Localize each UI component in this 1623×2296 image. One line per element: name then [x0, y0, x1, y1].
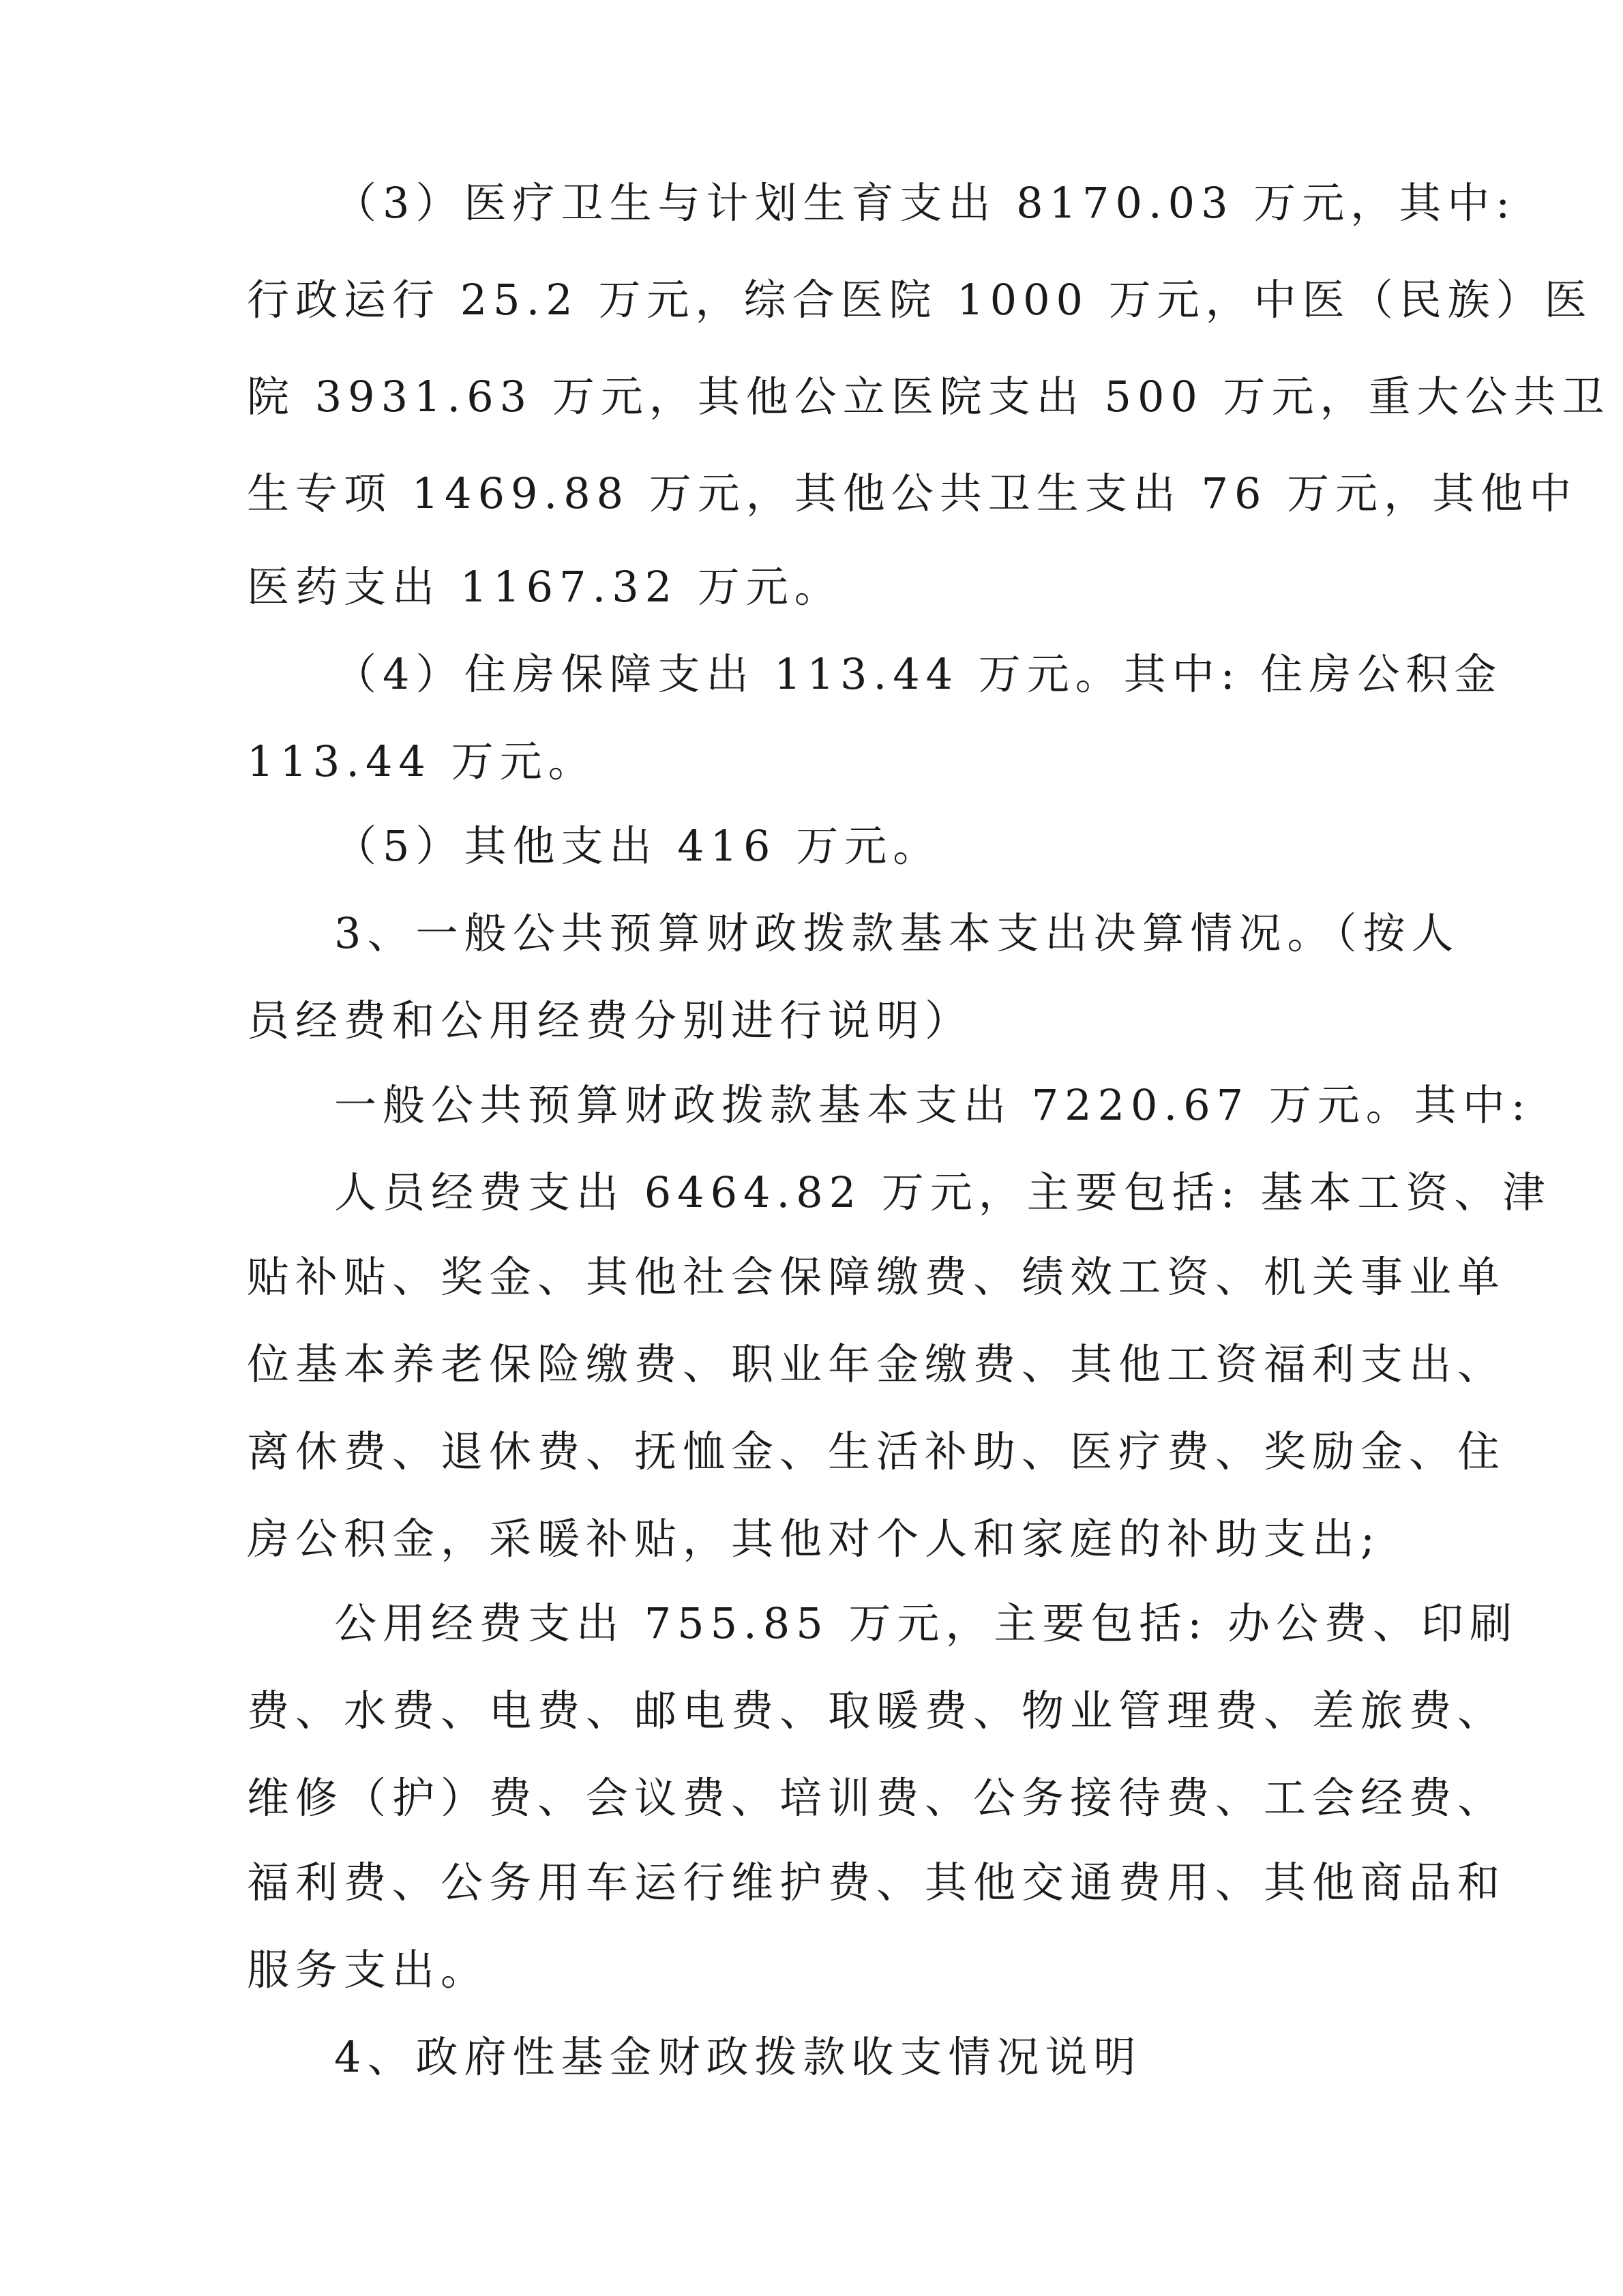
- text-line: 院 3931.63 万元，其他公立医院支出 500 万元，重大公共卫: [247, 372, 1611, 421]
- text-line: 福利费、公务用车运行维护费、其他交通费用、其他商品和: [247, 1858, 1506, 1907]
- text-line: 离休费、退休费、抚恤金、生活补助、医疗费、奖励金、住: [247, 1427, 1506, 1476]
- text-line: 服务支出。: [247, 1945, 490, 1995]
- text-line: （4）住房保障支出 113.44 万元。其中: 住房公积金: [334, 649, 1503, 699]
- text-line: 人员经费支出 6464.82 万元，主要包括: 基本工资、津: [334, 1167, 1551, 1217]
- text-line: （3）医疗卫生与计划生育支出 8170.03 万元，其中:: [334, 178, 1517, 228]
- text-line: 维修（护）费、会议费、培训费、公务接待费、工会经费、: [247, 1773, 1506, 1823]
- text-line: 费、水费、电费、邮电费、取暖费、物业管理费、差旅费、: [247, 1686, 1506, 1735]
- text-line: 3、一般公共预算财政拨款基本支出决算情况。（按人: [334, 908, 1460, 958]
- text-line: 4、政府性基金财政拨款收支情况说明: [334, 2032, 1142, 2082]
- text-line: 生专项 1469.88 万元，其他公共卫生支出 76 万元，其他中: [247, 468, 1578, 518]
- text-line: 行政运行 25.2 万元，综合医院 1000 万元，中医（民族）医: [247, 275, 1593, 325]
- text-line: 贴补贴、奖金、其他社会保障缴费、绩效工资、机关事业单: [247, 1252, 1506, 1302]
- text-line: 位基本养老保险缴费、职业年金缴费、其他工资福利支出、: [247, 1339, 1506, 1389]
- text-line: 房公积金，采暖补贴，其他对个人和家庭的补助支出;: [247, 1514, 1381, 1564]
- text-line: 公用经费支出 755.85 万元，主要包括: 办公费、印刷: [334, 1598, 1518, 1648]
- text-line: 医药支出 1167.32 万元。: [247, 562, 843, 612]
- text-line: 员经费和公用经费分别进行说明）: [247, 996, 974, 1045]
- text-line: 一般公共预算财政拨款基本支出 7220.67 万元。其中:: [334, 1080, 1532, 1130]
- text-line: （5）其他支出 416 万元。: [334, 821, 942, 871]
- text-line: 113.44 万元。: [247, 736, 597, 786]
